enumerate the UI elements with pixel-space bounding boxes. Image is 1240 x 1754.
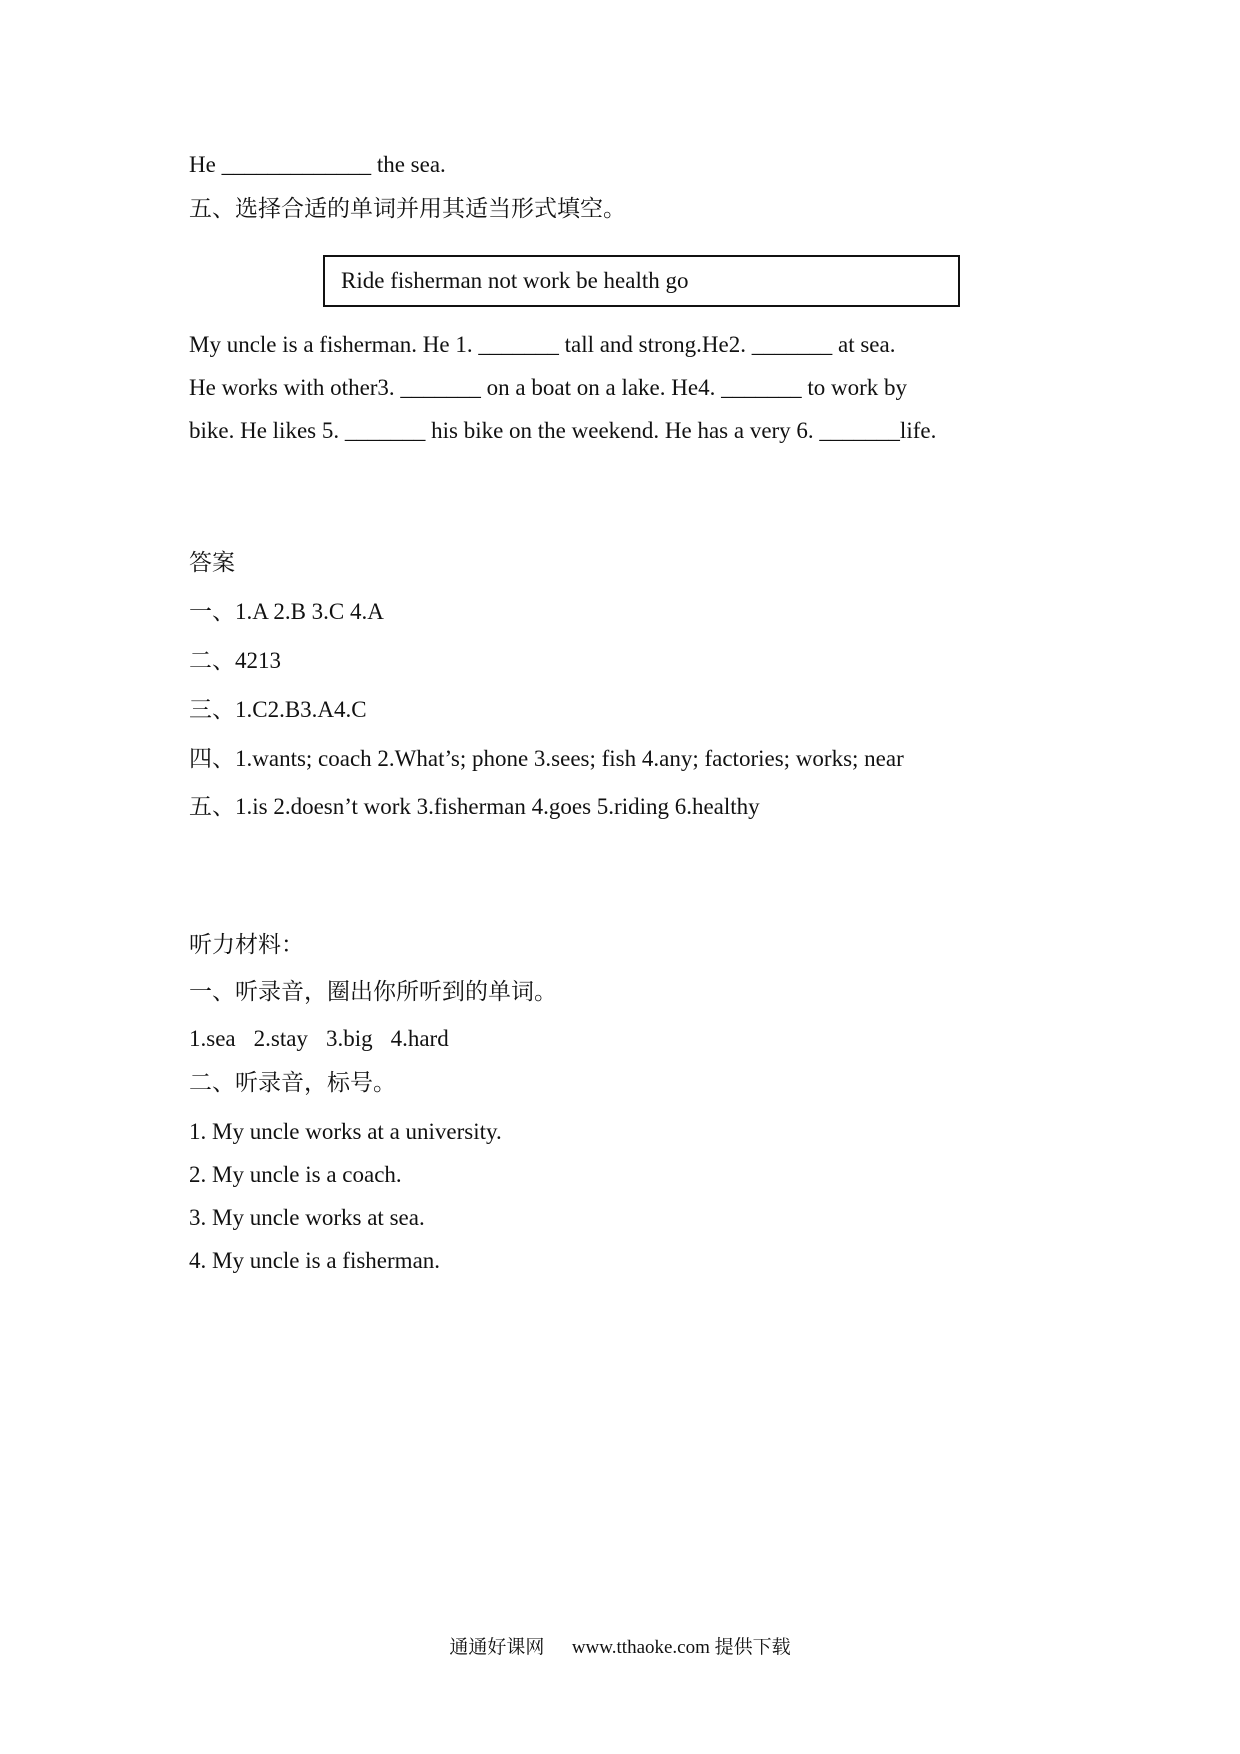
passage-line-1: My uncle is a fisherman. He 1. _______ tall and strong.He2. _______ at sea. <box>189 332 896 357</box>
word-item: 3.big <box>325 1026 373 1051</box>
listening-part2-heading: 二、听录音，标号。 <box>189 1070 396 1095</box>
section5-heading: 五、选择合适的单词并用其适当形式填空。 <box>189 196 626 221</box>
word-box: Ride fisherman not work be health go <box>323 255 960 307</box>
footer-site-name: 通通好课网 <box>449 1637 545 1658</box>
answer-line-3: 三、1.C2.B3.A4.C <box>189 697 367 722</box>
answer-line-1: 一、1.A 2.B 3.C 4.A <box>189 599 384 624</box>
listening-part2-line-2: 2. My uncle is a coach. <box>189 1162 402 1187</box>
listening-part1-heading: 一、听录音，圈出你所听到的单词。 <box>189 979 557 1004</box>
listening-part2-line-1: 1. My uncle works at a university. <box>189 1119 502 1144</box>
passage-line-3: bike. He likes 5. _______ his bike on the weekend. He has a very 6. _______life. <box>189 418 937 443</box>
footer <box>0 1635 1240 1661</box>
answer-line-4: 四、1.wants; coach 2.What’s; phone 3.sees; fish 4.any; factories; works; near <box>189 746 904 771</box>
word-item: 4.hard <box>390 1026 449 1051</box>
passage-line-2: He works with other3. _______ on a boat on a lake. He4. _______ to work by <box>189 375 907 400</box>
answer-line-2: 二、4213 <box>189 648 281 673</box>
listening-part2-line-4: 4. My uncle is a fisherman. <box>189 1248 441 1273</box>
section4-last-line: He _____________ the sea. <box>189 152 446 177</box>
footer-suffix: 提供下载 <box>714 1637 791 1658</box>
answer-line-5: 五、1.is 2.doesn’t work 3.fisherman 4.goes 5.riding 6.healthy <box>189 794 760 819</box>
word-item: 1.sea <box>189 1026 236 1051</box>
footer-url[interactable]: www.tthaoke.com <box>571 1637 710 1658</box>
word-item: 2.stay <box>253 1026 308 1051</box>
listening-title: 听力材料： <box>189 932 304 957</box>
answers-title: 答案 <box>189 550 235 575</box>
listening-part1-words <box>189 1024 449 1054</box>
listening-part2-line-3: 3. My uncle works at sea. <box>189 1205 425 1230</box>
